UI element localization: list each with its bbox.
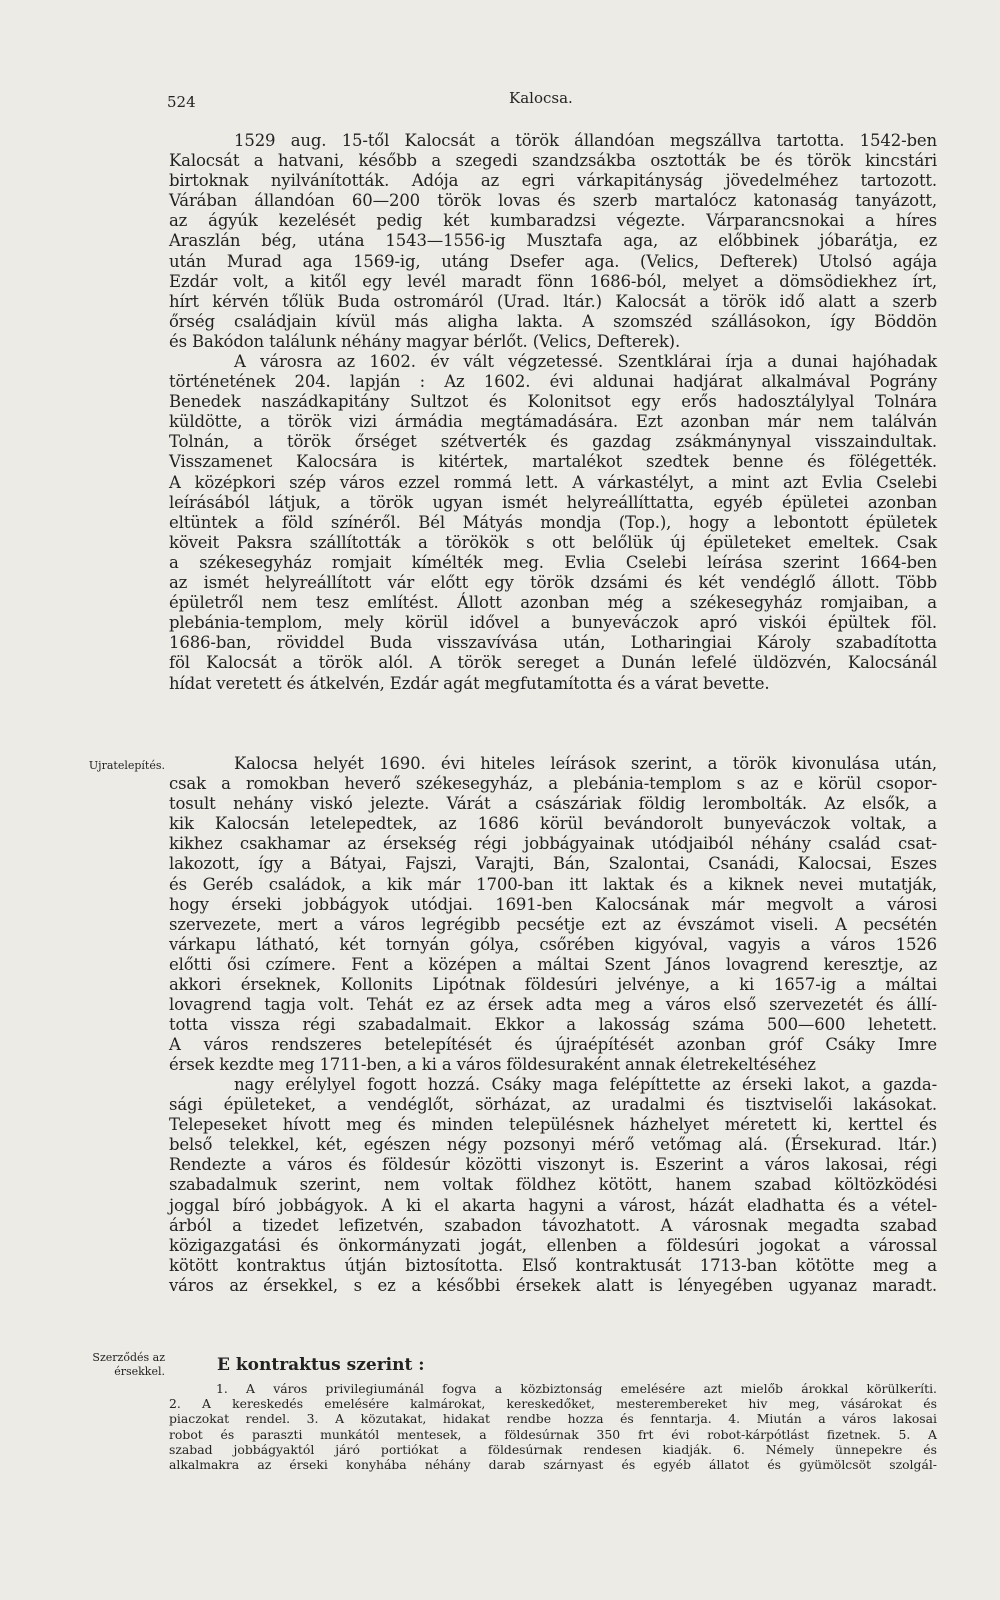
text-line: szabadalmuk szerint, nem voltak földhez kötött, hanem szabad költözködési bbox=[169, 1175, 937, 1195]
text-line: őrség családjain kívül más aligha lakta. A szomszéd szállásokon, így Böddön bbox=[169, 311, 937, 331]
contract-line: alkalmakra az érseki konyhába néhány darab szárnyast és egyéb állatot és gyümölcsöt szolgál- bbox=[169, 1456, 937, 1472]
text-line: hogy érseki jobbágyok utódjai. 1691-ben Kalocsának már megvolt a városi bbox=[169, 894, 937, 914]
text-line: A város rendszeres betelepítését és újraépítését azonban gróf Csáky Imre bbox=[169, 1035, 937, 1055]
text-line: kötött kontraktus útján biztosította. Első kontraktusát 1713-ban kötötte meg a bbox=[169, 1255, 937, 1275]
text-line: érsek kezdte meg 1711-ben, a ki a város földesuraként annak életrekeltéséhez bbox=[169, 1055, 816, 1075]
text-line: köveit Paksra szállították a törökök s ott belőlük új épületeket emeltek. Csak bbox=[169, 532, 937, 552]
text-line: plebánia-templom, mely körül idővel a bunyeváczok apró viskói épültek föl. bbox=[169, 613, 937, 633]
text-line bbox=[169, 1316, 937, 1336]
section-heading: E kontraktus szerint : bbox=[217, 1355, 425, 1375]
text-line: belső telekkel, két, egészen négy pozsonyi mérő vetőmag alá. (Érsekurad. ltár.) bbox=[169, 1135, 937, 1155]
text-line: és Bakódon találunk néhány magyar bérlőt. (Velics, Defterek). bbox=[169, 331, 681, 351]
text-line: birtoknak nyilvánították. Adója az egri várkapitányság jövedelméhez tartozott. bbox=[169, 171, 937, 191]
text-line: város az érsekkel, s ez a későbbi érsekek alatt is lényegében ugyanaz maradt. bbox=[169, 1275, 937, 1295]
text-line: lakozott, így a Bátyai, Fajszi, Varajti, Bán, Szalontai, Csanádi, Kalocsai, Eszes bbox=[169, 854, 937, 874]
text-line: Telepeseket hívott meg és minden településnek házhelyet méretett ki, kerttel és bbox=[169, 1115, 937, 1135]
text-line: és Geréb családok, a kik már 1700-ban itt laktak és a kiknek nevei mutatják, bbox=[169, 874, 937, 894]
text-line: a székesegyház romjait kímélték meg. Evlia Cselebi leírása szerint 1664-ben bbox=[169, 552, 937, 572]
text-line: után Murad aga 1569-ig, utáng Dsefer aga. (Velics, Defterek) Utolsó agája bbox=[169, 251, 937, 271]
text-line: Kalocsa helyét 1690. évi hiteles leírások szerint, a török kivonulása után, bbox=[234, 754, 937, 773]
text-line: történetének 204. lapján : Az 1602. évi aldunai hadjárat alkalmával Pográny bbox=[169, 372, 937, 392]
margin-note-ujratelepites: Ujratelepítés. bbox=[88, 759, 165, 772]
text-line: sági épületeket, a vendéglőt, sörházat, az uradalmi és tisztviselői lakásokat. bbox=[169, 1095, 937, 1115]
margin-note-line: Szerződés az bbox=[92, 1351, 165, 1364]
paragraph-1 bbox=[169, 131, 937, 352]
text-line: joggal bíró jobbágyok. A ki el akarta hagyni a várost, házát eladhatta és a vétel- bbox=[169, 1195, 937, 1215]
paragraph-4 bbox=[169, 1075, 937, 1336]
text-line: árból a tizedet lefizetvén, szabadon távozhatott. A városnak megadta szabad bbox=[169, 1215, 937, 1235]
text-line: épületről nem tesz említést. Állott azonban még a székesegyház romjaiban, a bbox=[169, 593, 937, 613]
text-line: Visszamenet Kalocsára is kitértek, martalékot szedtek benne és fölégették. bbox=[169, 452, 937, 472]
text-line: Tolnán, a török őrséget szétverték és gazdag zsákmánynyal visszaindultak. bbox=[169, 432, 937, 452]
text-line: totta vissza régi szabadalmait. Ekkor a lakosság száma 500—600 lehetett. bbox=[169, 1015, 937, 1035]
text-line: föl Kalocsát a török alól. A török sereget a Dunán lefelé üldözvén, Kalocsánál bbox=[169, 653, 937, 673]
text-line: csak a romokban heverő székesegyház, a plebánia-templom s az e körül csopor- bbox=[169, 774, 937, 794]
margin-note-line: érsekkel. bbox=[114, 1365, 165, 1378]
text-line: kik Kalocsán letelepedtek, az 1686 körül bevándorolt bunyeváczok voltak, a bbox=[169, 814, 937, 834]
contract-list bbox=[169, 1381, 937, 1472]
paragraph-3 bbox=[169, 754, 937, 1076]
text-line: lovagrend tagja volt. Tehát ez az érsek adta meg a város első szervezetét és állí- bbox=[169, 995, 937, 1015]
text-line: hídat veretett és átkelvén, Ezdár agát megfutamította és a várat bevette. bbox=[169, 673, 770, 693]
text-line: nagy erélylyel fogott hozzá. Csáky maga felépíttette az érseki lakot, a gazda- bbox=[234, 1075, 937, 1094]
text-line: Várában állandóan 60—200 török lovas és szerb martalócz katonaság tanyázott, bbox=[169, 191, 937, 211]
text-line: szervezete, mert a város legrégibb pecsétje ezt az évszámot viseli. A pecsétén bbox=[169, 914, 937, 934]
text-line: A városra az 1602. év vált végzetessé. Szentklárai írja a dunai hajóhadak bbox=[234, 352, 937, 371]
text-line: 1686-ban, röviddel Buda visszavívása után, Lotharingiai Károly szabadította bbox=[169, 633, 937, 653]
text-line: akkori érseknek, Kollonits Lipótnak földesúri jelvénye, a ki 1657-ig a máltai bbox=[169, 975, 937, 995]
text-line: Benedek naszádkapitány Sultzot és Kolonitsot egy erős hadosztálylyal Tolnára bbox=[169, 392, 937, 412]
text-line: az ágyúk kezelését pedig két kumbaradzsi végezte. Várparancsnokai a híres bbox=[169, 211, 937, 231]
contract-line: 1. A város privilegiumánál fogva a közbiztonság emelésére azt mielőb árokkal körülkeríti. bbox=[216, 1381, 937, 1396]
text-line: Ezdár volt, a kitől egy levél maradt fönn 1686-ból, melyet a dömsödiekhez írt, bbox=[169, 271, 937, 291]
text-line: közigazgatási és önkormányzati jogát, ellenben a földesúri jogokat a várossal bbox=[169, 1235, 937, 1255]
text-line: várkapu látható, két tornyán gólya, csőrében kigyóval, vagyis a város 1526 bbox=[169, 934, 937, 954]
text-line: az ismét helyreállított vár előtt egy török dzsámi és két vendéglő állott. Több bbox=[169, 573, 937, 593]
text-line: Rendezte a város és földesúr közötti viszonyt is. Eszerint a város lakosai, régi bbox=[169, 1155, 937, 1175]
contract-line: robot és paraszti munkától mentesek, a földesúrnak 350 frt évi robot-kárpótlást fizetnek. 5. A bbox=[169, 1426, 937, 1442]
text-line: Araszlán bég, utána 1543—1556-ig Musztafa aga, az előbbinek jóbarátja, ez bbox=[169, 231, 937, 251]
contract-line: piaczokat rendel. 3. A közutakat, hidakat rendbe hozza és fenntarja. 4. Miután a város lakosai bbox=[169, 1411, 937, 1427]
text-line: kikhez csakhamar az érsekség régi jobbágyainak utódjaiból néhány család csat- bbox=[169, 834, 937, 854]
contract-line: 2. A kereskedés emelésére kalmárokat, kereskedőket, mesterembereket hiv meg, vásárokat és bbox=[169, 1396, 937, 1412]
text-line: A középkori szép város ezzel rommá lett. A várkastélyt, a mint azt Evlia Cselebi bbox=[169, 472, 937, 492]
contract-line: szabad jobbágyaktól járó portiókat a földesúrnak rendesen kiadják. 6. Némely ünnepekre és bbox=[169, 1441, 937, 1457]
page-number: 524 bbox=[167, 93, 196, 111]
text-line: 1529 aug. 15-től Kalocsát a török állandóan megszállva tartotta. 1542-ben bbox=[234, 131, 937, 150]
text-line bbox=[169, 1296, 937, 1316]
text-line: küldötte, a török vizi ármádia megtámadására. Ezt azonban már nem találván bbox=[169, 412, 937, 432]
text-line: leírásából látjuk, a török ugyan ismét helyreállíttatta, egyéb épületei azonban bbox=[169, 492, 937, 512]
paragraph-2 bbox=[169, 352, 937, 694]
running-title: Kalocsa. bbox=[509, 89, 573, 107]
text-line: hírt kérvén tőlük Buda ostromáról (Urad. ltár.) Kalocsát a török idő alatt a szerb bbox=[169, 291, 937, 311]
margin-note-szerzodes bbox=[40, 1351, 165, 1379]
text-line: előtti ősi czímere. Fent a középen a máltai Szent János lovagrend keresztje, az bbox=[169, 954, 937, 974]
text-line: eltüntek a föld színéről. Bél Mátyás mondja (Top.), hogy a lebontott épületek bbox=[169, 512, 937, 532]
text-line: Kalocsát a hatvani, később a szegedi szandzsákba osztották be és török kincstári bbox=[169, 151, 937, 171]
text-line: tosult nehány viskó jelezte. Várát a császáriak földig lerombolták. Az elsők, a bbox=[169, 794, 937, 814]
